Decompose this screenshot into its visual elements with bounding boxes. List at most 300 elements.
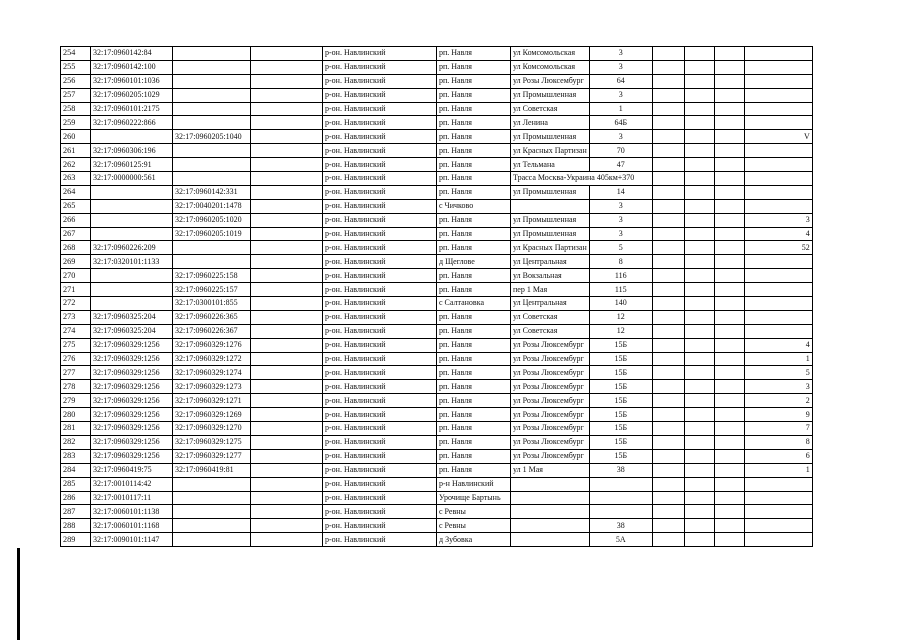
street-cell: ул Промышленная (511, 130, 590, 144)
cadastral-number-cell: 32:17:0960205:1029 (91, 88, 173, 102)
cadastral-number-cell: 32:17:0960329:1256 (91, 422, 173, 436)
cadastral-number-cell: 32:17:0960329:1256 (91, 449, 173, 463)
row-number-cell: 259 (61, 116, 91, 130)
blank-cell (684, 338, 714, 352)
blank-cell (251, 269, 323, 283)
house-number-cell: 5А (589, 533, 652, 547)
blank-cell (714, 310, 744, 324)
blank-cell (251, 158, 323, 172)
apartment-cell: 4 (744, 338, 812, 352)
cadastral-number-cell: 32:17:0060101:1168 (91, 519, 173, 533)
district-cell: р-он. Навлинский (323, 338, 437, 352)
cadastral-number-alt-cell (173, 102, 251, 116)
blank-cell (652, 199, 684, 213)
cadastral-number-alt-cell (173, 116, 251, 130)
apartment-cell: 2 (744, 394, 812, 408)
blank-cell (251, 380, 323, 394)
table-body (61, 47, 813, 547)
blank-cell (714, 227, 744, 241)
blank-cell (251, 310, 323, 324)
table-row (61, 366, 813, 380)
district-cell: р-он. Навлинский (323, 435, 437, 449)
row-number-cell: 287 (61, 505, 91, 519)
cadastral-number-cell (91, 213, 173, 227)
cadastral-number-cell: 32:17:0960329:1256 (91, 380, 173, 394)
blank-cell (684, 88, 714, 102)
street-house-cell: Трасса Москва-Украина 405км+370 (511, 172, 653, 186)
blank-cell (714, 74, 744, 88)
blank-cell (714, 283, 744, 297)
blank-cell (714, 199, 744, 213)
table-row (61, 324, 813, 338)
blank-cell (714, 352, 744, 366)
house-number-cell: 64Б (589, 116, 652, 130)
house-number-cell: 38 (589, 463, 652, 477)
apartment-cell: 1 (744, 463, 812, 477)
blank-cell (652, 366, 684, 380)
cadastral-number-cell: 32:17:0960419:75 (91, 463, 173, 477)
blank-cell (652, 227, 684, 241)
street-cell: ул Центральная (511, 297, 590, 311)
street-cell: ул Советская (511, 324, 590, 338)
blank-cell (684, 158, 714, 172)
table-row (61, 283, 813, 297)
street-cell: ул Вокзальная (511, 269, 590, 283)
apartment-cell: 1 (744, 352, 812, 366)
apartment-cell: 7 (744, 422, 812, 436)
cadastral-number-alt-cell: 32:17:0960329:1270 (173, 422, 251, 436)
blank-cell (251, 60, 323, 74)
row-number-cell: 277 (61, 366, 91, 380)
blank-cell (714, 297, 744, 311)
table-row (61, 352, 813, 366)
table-row (61, 88, 813, 102)
apartment-cell (744, 269, 812, 283)
blank-cell (251, 130, 323, 144)
house-number-cell: 14 (589, 185, 652, 199)
settlement-cell: рп. Навля (437, 116, 511, 130)
apartment-cell (744, 185, 812, 199)
blank-cell (714, 394, 744, 408)
blank-cell (714, 463, 744, 477)
house-number-cell: 3 (589, 213, 652, 227)
blank-cell (251, 88, 323, 102)
cadastral-number-alt-cell: 32:17:0300101:855 (173, 297, 251, 311)
blank-cell (684, 297, 714, 311)
district-cell: р-он. Навлинский (323, 533, 437, 547)
street-cell: ул Розы Люксембург (511, 435, 590, 449)
blank-cell (251, 74, 323, 88)
table-row (61, 297, 813, 311)
settlement-cell: Урочище Бартынь (437, 491, 511, 505)
blank-cell (684, 47, 714, 61)
apartment-cell: 3 (744, 213, 812, 227)
district-cell: р-он. Навлинский (323, 449, 437, 463)
district-cell: р-он. Навлинский (323, 144, 437, 158)
blank-cell (684, 408, 714, 422)
row-number-cell: 282 (61, 435, 91, 449)
row-number-cell: 280 (61, 408, 91, 422)
blank-cell (652, 255, 684, 269)
street-cell: ул Советская (511, 102, 590, 116)
district-cell: р-он. Навлинский (323, 491, 437, 505)
table-row (61, 491, 813, 505)
blank-cell (652, 60, 684, 74)
cadastral-number-alt-cell (173, 144, 251, 158)
blank-cell (251, 519, 323, 533)
blank-cell (652, 477, 684, 491)
table-row (61, 380, 813, 394)
blank-cell (684, 422, 714, 436)
blank-cell (714, 491, 744, 505)
street-cell (511, 533, 590, 547)
blank-cell (652, 463, 684, 477)
district-cell: р-он. Навлинский (323, 352, 437, 366)
blank-cell (652, 505, 684, 519)
blank-cell (652, 74, 684, 88)
cadastral-number-alt-cell: 32:17:0960329:1275 (173, 435, 251, 449)
cadastral-number-cell: 32:17:0960142:84 (91, 47, 173, 61)
cadastral-number-cell (91, 185, 173, 199)
blank-cell (652, 185, 684, 199)
cadastral-number-alt-cell (173, 158, 251, 172)
cadastral-number-cell: 32:17:0960226:209 (91, 241, 173, 255)
blank-cell (652, 130, 684, 144)
street-cell: ул Розы Люксембург (511, 394, 590, 408)
blank-cell (684, 213, 714, 227)
district-cell: р-он. Навлинский (323, 394, 437, 408)
row-number-cell: 256 (61, 74, 91, 88)
apartment-cell (744, 519, 812, 533)
cadastral-number-cell: 32:17:0960329:1256 (91, 366, 173, 380)
row-number-cell: 268 (61, 241, 91, 255)
table-row (61, 47, 813, 61)
street-cell: ул Промышленная (511, 213, 590, 227)
table-row (61, 102, 813, 116)
blank-cell (714, 144, 744, 158)
blank-cell (652, 435, 684, 449)
house-number-cell: 140 (589, 297, 652, 311)
settlement-cell: рп. Навля (437, 60, 511, 74)
blank-cell (684, 269, 714, 283)
apartment-cell (744, 324, 812, 338)
blank-cell (714, 380, 744, 394)
blank-cell (652, 352, 684, 366)
blank-cell (251, 47, 323, 61)
apartment-cell (744, 283, 812, 297)
table-row (61, 60, 813, 74)
street-cell: ул Розы Люксембург (511, 352, 590, 366)
street-cell: ул Комсомольская (511, 47, 590, 61)
row-number-cell: 260 (61, 130, 91, 144)
district-cell: р-он. Навлинский (323, 88, 437, 102)
house-number-cell: 15Б (589, 449, 652, 463)
cadastral-number-cell: 32:17:0960329:1256 (91, 435, 173, 449)
settlement-cell: рп. Навля (437, 324, 511, 338)
blank-cell (251, 213, 323, 227)
cadastral-number-alt-cell (173, 172, 251, 186)
row-number-cell: 265 (61, 199, 91, 213)
apartment-cell (744, 199, 812, 213)
settlement-cell: с Салтановка (437, 297, 511, 311)
house-number-cell: 3 (589, 47, 652, 61)
row-number-cell: 286 (61, 491, 91, 505)
blank-cell (251, 435, 323, 449)
blank-cell (684, 60, 714, 74)
blank-cell (714, 47, 744, 61)
district-cell: р-он. Навлинский (323, 185, 437, 199)
apartment-cell (744, 297, 812, 311)
blank-cell (684, 394, 714, 408)
street-cell: ул 1 Мая (511, 463, 590, 477)
cadastral-number-alt-cell: 32:17:0040201:1478 (173, 199, 251, 213)
apartment-cell (744, 477, 812, 491)
blank-cell (684, 519, 714, 533)
blank-cell (251, 172, 323, 186)
house-number-cell: 5 (589, 241, 652, 255)
cadastral-number-alt-cell: 32:17:0960329:1276 (173, 338, 251, 352)
apartment-cell (744, 88, 812, 102)
blank-cell (714, 519, 744, 533)
table-row (61, 269, 813, 283)
house-number-cell: 38 (589, 519, 652, 533)
blank-cell (251, 199, 323, 213)
blank-cell (251, 491, 323, 505)
table-row (61, 116, 813, 130)
settlement-cell: с Чичково (437, 199, 511, 213)
house-number-cell: 15Б (589, 422, 652, 436)
house-number-cell: 15Б (589, 366, 652, 380)
district-cell: р-он. Навлинский (323, 283, 437, 297)
cadastral-number-alt-cell (173, 519, 251, 533)
cadastral-number-alt-cell (173, 477, 251, 491)
cadastral-number-alt-cell (173, 47, 251, 61)
blank-cell (714, 172, 744, 186)
blank-cell (251, 102, 323, 116)
cadastral-number-alt-cell: 32:17:0960205:1020 (173, 213, 251, 227)
table-row (61, 199, 813, 213)
row-number-cell: 266 (61, 213, 91, 227)
cadastral-number-cell: 32:17:0960306:196 (91, 144, 173, 158)
row-number-cell: 278 (61, 380, 91, 394)
row-number-cell: 255 (61, 60, 91, 74)
blank-cell (684, 449, 714, 463)
cadastral-number-alt-cell (173, 241, 251, 255)
settlement-cell: рп. Навля (437, 269, 511, 283)
street-cell: ул Розы Люксембург (511, 338, 590, 352)
table-row (61, 144, 813, 158)
cadastral-number-alt-cell: 32:17:0960205:1040 (173, 130, 251, 144)
table-row (61, 422, 813, 436)
page-edge-mark (17, 548, 20, 640)
district-cell: р-он. Навлинский (323, 310, 437, 324)
cadastral-number-alt-cell: 32:17:0960225:158 (173, 269, 251, 283)
street-cell (511, 491, 590, 505)
blank-cell (652, 422, 684, 436)
row-number-cell: 283 (61, 449, 91, 463)
blank-cell (714, 269, 744, 283)
cadastral-number-cell: 32:17:0090101:1147 (91, 533, 173, 547)
blank-cell (251, 408, 323, 422)
apartment-cell (744, 144, 812, 158)
blank-cell (714, 366, 744, 380)
blank-cell (684, 491, 714, 505)
apartment-cell: V (744, 130, 812, 144)
row-number-cell: 269 (61, 255, 91, 269)
settlement-cell: рп. Навля (437, 463, 511, 477)
blank-cell (714, 449, 744, 463)
district-cell: р-он. Навлинский (323, 241, 437, 255)
row-number-cell: 281 (61, 422, 91, 436)
property-registry-table (60, 46, 813, 547)
blank-cell (684, 435, 714, 449)
settlement-cell: рп. Навля (437, 88, 511, 102)
cadastral-number-cell: 32:17:0960101:2175 (91, 102, 173, 116)
house-number-cell (589, 505, 652, 519)
blank-cell (684, 366, 714, 380)
blank-cell (652, 269, 684, 283)
blank-cell (251, 533, 323, 547)
district-cell: р-он. Навлинский (323, 116, 437, 130)
blank-cell (251, 241, 323, 255)
house-number-cell: 3 (589, 88, 652, 102)
apartment-cell (744, 255, 812, 269)
district-cell: р-он. Навлинский (323, 422, 437, 436)
cadastral-number-cell: 32:17:0960325:204 (91, 310, 173, 324)
house-number-cell: 15Б (589, 394, 652, 408)
blank-cell (714, 116, 744, 130)
street-cell (511, 477, 590, 491)
blank-cell (652, 158, 684, 172)
blank-cell (714, 422, 744, 436)
district-cell: р-он. Навлинский (323, 463, 437, 477)
blank-cell (251, 366, 323, 380)
blank-cell (652, 116, 684, 130)
blank-cell (684, 199, 714, 213)
row-number-cell: 264 (61, 185, 91, 199)
cadastral-number-alt-cell: 32:17:0960329:1273 (173, 380, 251, 394)
blank-cell (684, 380, 714, 394)
blank-cell (251, 505, 323, 519)
house-number-cell: 115 (589, 283, 652, 297)
cadastral-number-cell (91, 130, 173, 144)
blank-cell (251, 283, 323, 297)
settlement-cell: рп. Навля (437, 172, 511, 186)
blank-cell (684, 477, 714, 491)
apartment-cell: 52 (744, 241, 812, 255)
apartment-cell (744, 116, 812, 130)
blank-cell (251, 338, 323, 352)
blank-cell (684, 116, 714, 130)
house-number-cell: 1 (589, 102, 652, 116)
row-number-cell: 274 (61, 324, 91, 338)
street-cell: ул Комсомольская (511, 60, 590, 74)
cadastral-number-cell: 32:17:0960329:1256 (91, 352, 173, 366)
blank-cell (714, 435, 744, 449)
blank-cell (684, 185, 714, 199)
district-cell: р-он. Навлинский (323, 297, 437, 311)
blank-cell (714, 338, 744, 352)
apartment-cell (744, 533, 812, 547)
house-number-cell: 3 (589, 227, 652, 241)
settlement-cell: рп. Навля (437, 102, 511, 116)
blank-cell (251, 116, 323, 130)
blank-cell (652, 338, 684, 352)
district-cell: р-он. Навлинский (323, 505, 437, 519)
street-cell: пер 1 Мая (511, 283, 590, 297)
apartment-cell (744, 505, 812, 519)
district-cell: р-он. Навлинский (323, 74, 437, 88)
settlement-cell: рп. Навля (437, 338, 511, 352)
house-number-cell: 3 (589, 199, 652, 213)
cadastral-number-alt-cell: 32:17:0960329:1277 (173, 449, 251, 463)
street-cell: ул Центральная (511, 255, 590, 269)
row-number-cell: 263 (61, 172, 91, 186)
table-row (61, 408, 813, 422)
settlement-cell: с Ревны (437, 505, 511, 519)
cadastral-number-alt-cell (173, 505, 251, 519)
blank-cell (684, 130, 714, 144)
cadastral-number-cell: 32:17:0960222:866 (91, 116, 173, 130)
cadastral-number-alt-cell: 32:17:0960226:367 (173, 324, 251, 338)
blank-cell (684, 144, 714, 158)
table-row (61, 463, 813, 477)
settlement-cell: рп. Навля (437, 74, 511, 88)
table-row (61, 172, 813, 186)
cadastral-number-alt-cell (173, 88, 251, 102)
cadastral-number-cell (91, 227, 173, 241)
house-number-cell: 15Б (589, 352, 652, 366)
street-cell (511, 505, 590, 519)
cadastral-number-alt-cell: 32:17:0960225:157 (173, 283, 251, 297)
blank-cell (714, 505, 744, 519)
house-number-cell: 3 (589, 130, 652, 144)
street-cell: ул Промышленная (511, 88, 590, 102)
house-number-cell: 12 (589, 324, 652, 338)
house-number-cell (589, 491, 652, 505)
district-cell: р-он. Навлинский (323, 158, 437, 172)
apartment-cell: 6 (744, 449, 812, 463)
table-row (61, 449, 813, 463)
district-cell: р-он. Навлинский (323, 380, 437, 394)
table-row (61, 158, 813, 172)
row-number-cell: 272 (61, 297, 91, 311)
street-cell: ул Розы Люксембург (511, 422, 590, 436)
table-row (61, 213, 813, 227)
street-cell: ул Советская (511, 310, 590, 324)
blank-cell (652, 102, 684, 116)
apartment-cell (744, 310, 812, 324)
blank-cell (251, 394, 323, 408)
settlement-cell: рп. Навля (437, 352, 511, 366)
house-number-cell: 116 (589, 269, 652, 283)
cadastral-number-cell: 32:17:0960142:100 (91, 60, 173, 74)
blank-cell (684, 352, 714, 366)
table-row (61, 533, 813, 547)
apartment-cell (744, 60, 812, 74)
row-number-cell: 267 (61, 227, 91, 241)
apartment-cell (744, 491, 812, 505)
blank-cell (714, 408, 744, 422)
settlement-cell: рп. Навля (437, 422, 511, 436)
blank-cell (714, 88, 744, 102)
cadastral-number-cell: 32:17:0010114:42 (91, 477, 173, 491)
district-cell: р-он. Навлинский (323, 408, 437, 422)
cadastral-number-alt-cell: 32:17:0960329:1269 (173, 408, 251, 422)
cadastral-number-cell: 32:17:0010117:11 (91, 491, 173, 505)
apartment-cell: 5 (744, 366, 812, 380)
table-row (61, 310, 813, 324)
